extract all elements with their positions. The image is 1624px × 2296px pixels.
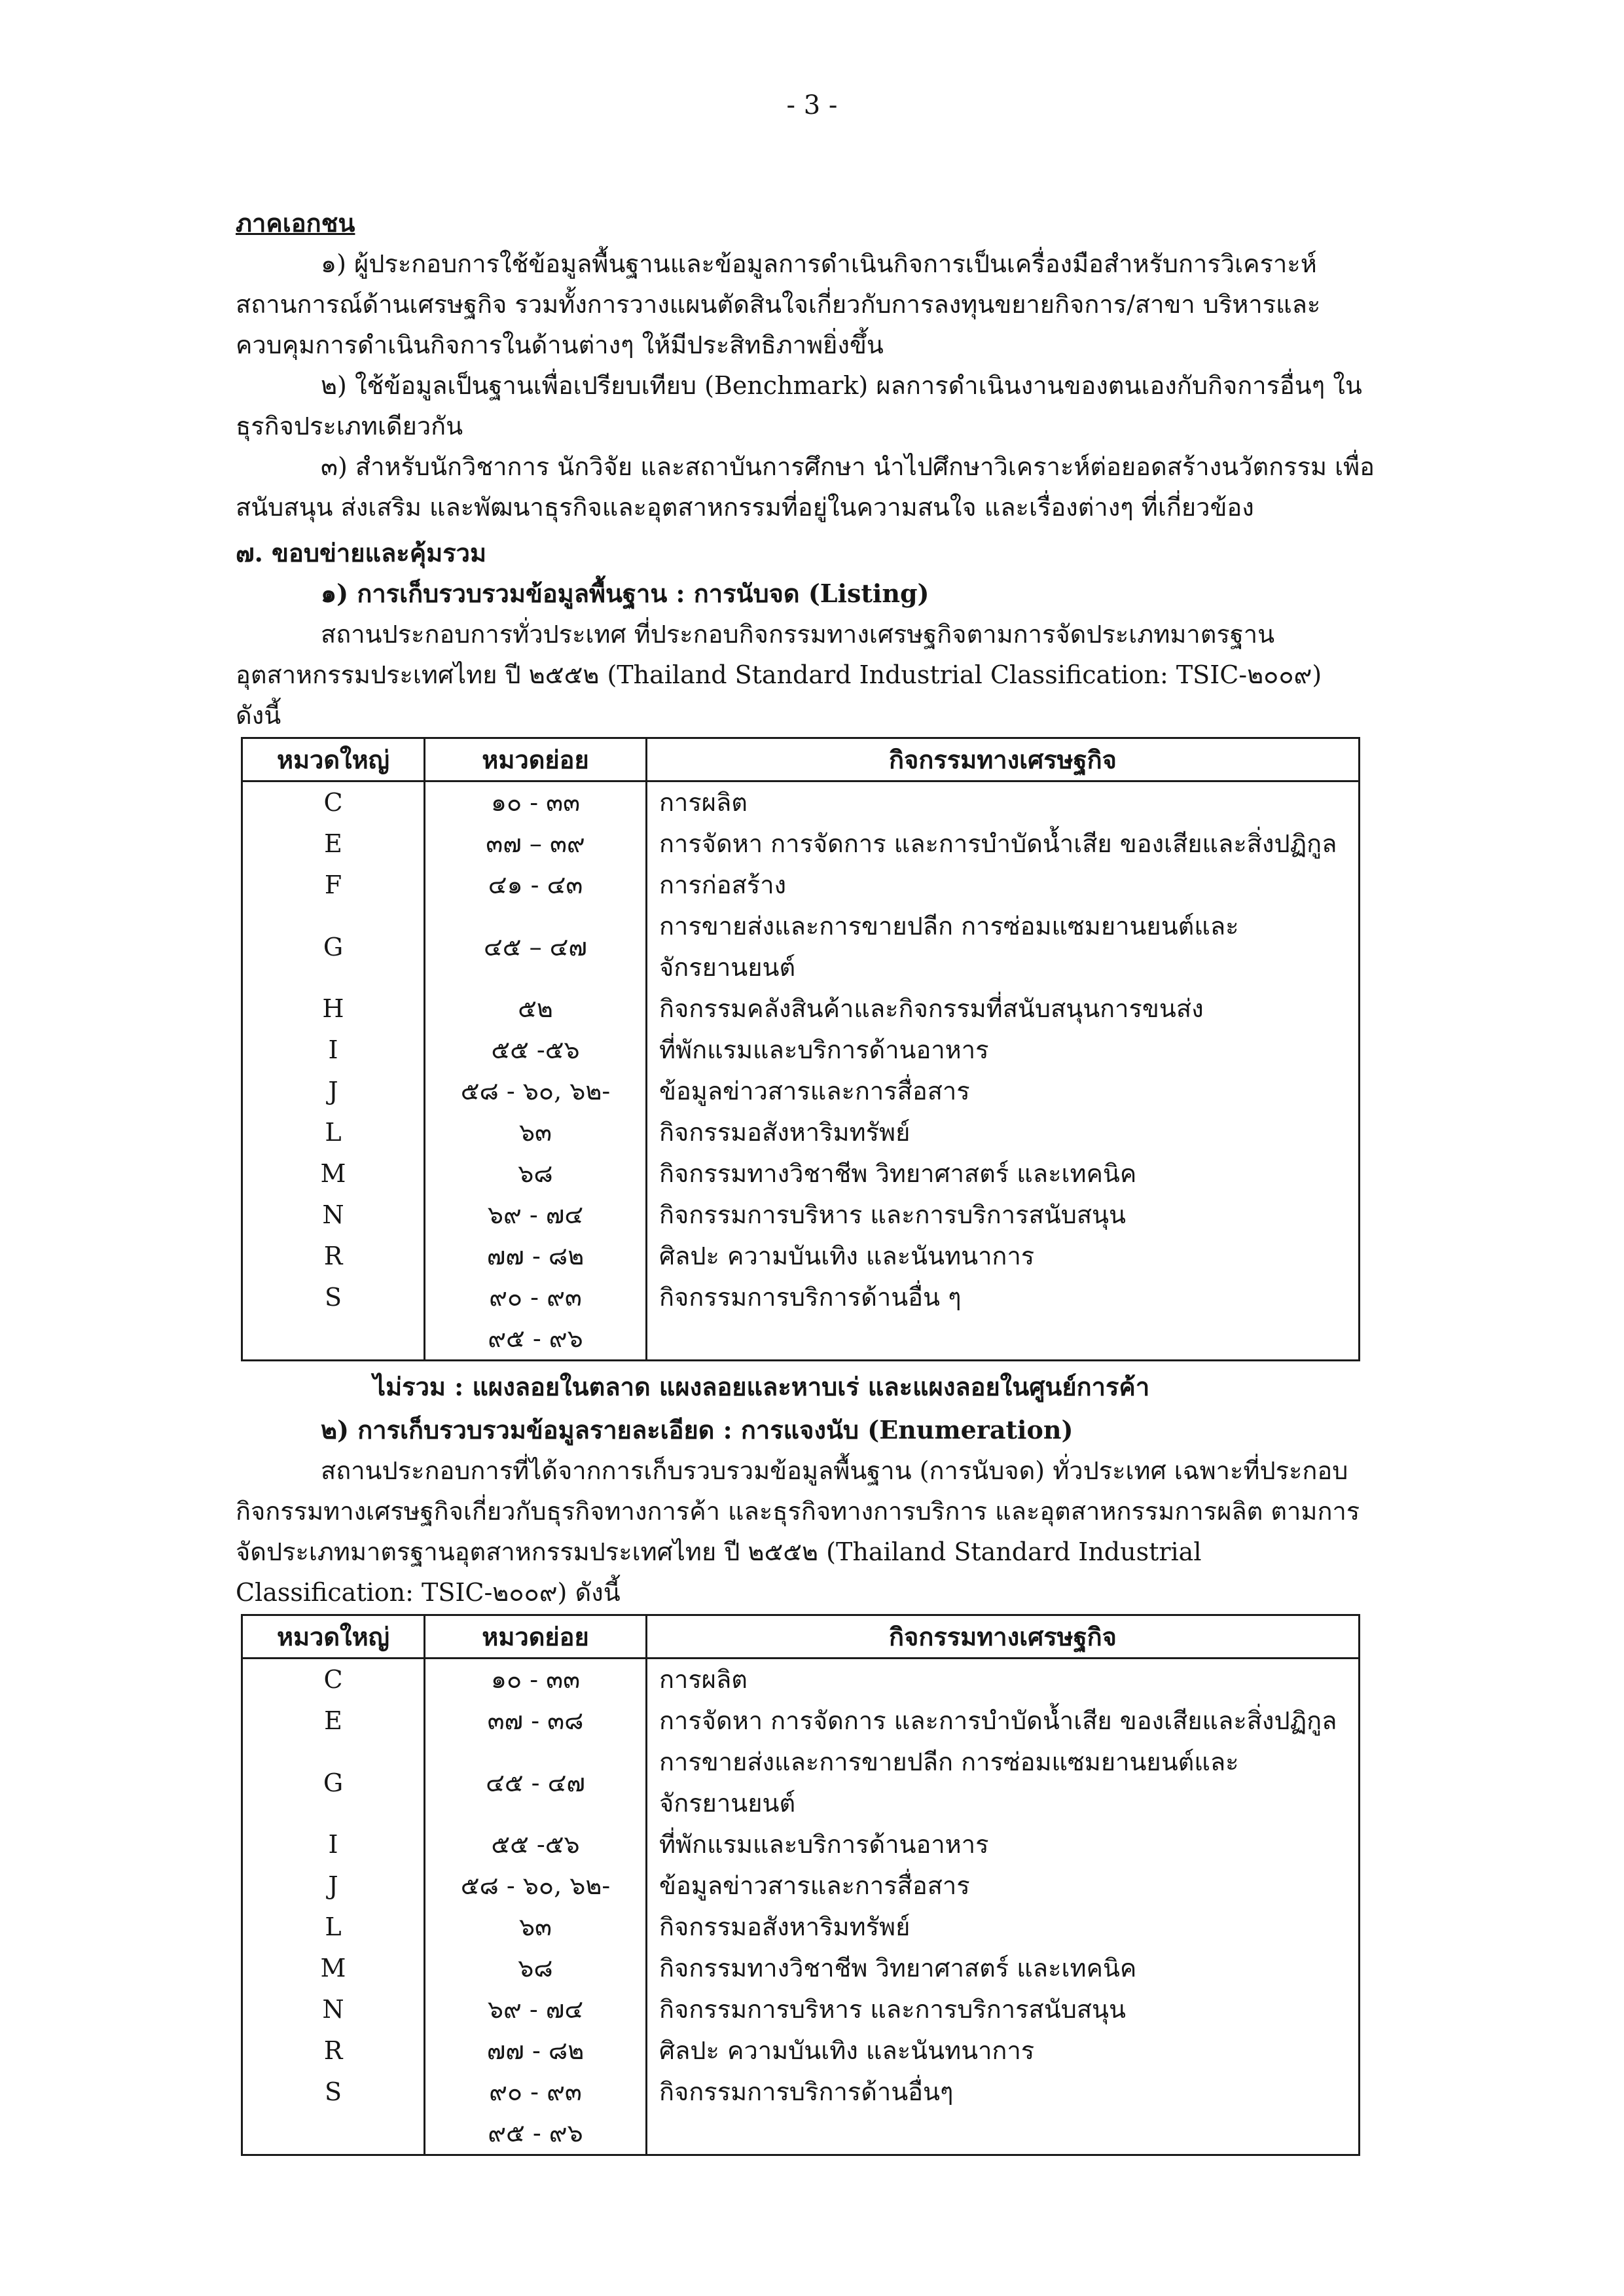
activity-cell: การจัดหา การจัดการ และการบำบัดน้ำเสีย ของเสียและสิ่งปฏิกูล [647, 1700, 1360, 1742]
major-code-cell: G [242, 906, 425, 988]
col-header-activity: กิจกรรมทางเศรษฐกิจ [647, 1615, 1360, 1659]
major-code-cell: N [242, 1194, 425, 1236]
table-row [242, 823, 1360, 865]
minor-code-cell: ๓๗ – ๓๙ [425, 823, 647, 865]
table-row [242, 1194, 1360, 1236]
major-code-cell: L [242, 1112, 425, 1153]
major-code-cell: G [242, 1742, 425, 1824]
activity-cell: กิจกรรมการบริหาร และการบริการสนับสนุน [647, 1194, 1360, 1236]
table-row [242, 2072, 1360, 2113]
minor-code-cell: ๖๓ [425, 1112, 647, 1153]
table-row [242, 1277, 1360, 1318]
col-header-minor: หมวดย่อย [425, 738, 647, 781]
table-row [242, 2113, 1360, 2155]
minor-code-cell: ๕๕ -๕๖ [425, 1824, 647, 1865]
activity-cell: ศิลปะ ความบันเทิง และนันทนาการ [647, 1236, 1360, 1277]
table-row [242, 865, 1360, 906]
activity-cell: กิจกรรมการบริหาร และการบริการสนับสนุน [647, 1989, 1360, 2030]
major-code-cell: M [242, 1948, 425, 1989]
major-code-cell: S [242, 1277, 425, 1318]
minor-code-cell: ๔๕ – ๔๗ [425, 906, 647, 988]
minor-code-cell: ๔๕ - ๔๗ [425, 1742, 647, 1824]
minor-code-cell: ๕๒ [425, 988, 647, 1030]
minor-code-cell: ๕๘ - ๖๐, ๖๒- [425, 1865, 647, 1907]
table-header-row [242, 1615, 1360, 1659]
enumeration-intro: สถานประกอบการที่ได้จากการเก็บรวบรวมข้อมูลพื้นฐาน (การนับจด) ทั่วประเทศ เฉพาะที่ประกอบกิจกรรมทางเศรษฐกิจเกี่ยวกับธุรกิจทางการค้า และธุรกิจทางการบริการ และอุตสาหกรรมการผลิต ตามการจัดประเภทมาตรฐานอุตสาหกรรมประเทศไทย ปี ๒๕๕๒ (Thailand Standard Industrial Classification: TSIC-๒๐๐๙) ดังนี้ [236, 1456, 1360, 1607]
table-row [242, 1236, 1360, 1277]
activity-cell: กิจกรรมคลังสินค้าและกิจกรรมที่สนับสนุนการขนส่ง [647, 988, 1360, 1030]
table-row [242, 1318, 1360, 1361]
table-row [242, 906, 1360, 988]
minor-code-cell: ๙๕ - ๙๖ [425, 2113, 647, 2155]
table-row [242, 1948, 1360, 1989]
page-number: - 3 - [786, 90, 838, 120]
minor-code-cell: ๙๐ - ๙๓ [425, 1277, 647, 1318]
minor-code-cell: ๗๗ - ๘๒ [425, 1236, 647, 1277]
document-body [236, 203, 1375, 2161]
activity-cell [647, 2113, 1360, 2155]
enumeration-table [241, 1614, 1360, 2156]
table-row [242, 1659, 1360, 1701]
col-header-activity: กิจกรรมทางเศรษฐกิจ [647, 738, 1360, 781]
listing-intro: สถานประกอบการทั่วประเทศ ที่ประกอบกิจกรรมทางเศรษฐกิจตามการจัดประเภทมาตรฐานอุตสาหกรรมประเทศไทย ปี ๒๕๕๒ (Thailand Standard Industrial Classification: TSIC-๒๐๐๙) ดังนี้ [236, 620, 1322, 730]
activity-cell: ข้อมูลข่าวสารและการสื่อสาร [647, 1865, 1360, 1907]
activity-cell: ข้อมูลข่าวสารและการสื่อสาร [647, 1071, 1360, 1112]
major-code-cell [242, 2113, 425, 2155]
major-code-cell: R [242, 2030, 425, 2072]
activity-cell: การขายส่งและการขายปลีก การซ่อมแซมยานยนต์และจักรยานยนต์ [647, 1742, 1360, 1824]
col-header-minor: หมวดย่อย [425, 1615, 647, 1659]
minor-code-cell: ๑๐ - ๓๓ [425, 1659, 647, 1701]
table-row [242, 781, 1360, 824]
private-sector-item: ๓) สำหรับนักวิชาการ นักวิจัย และสถาบันการศึกษา นำไปศึกษาวิเคราะห์ต่อยอดสร้างนวัตกรรม เพื่อสนับสนุน ส่งเสริม และพัฒนาธุรกิจและอุตสาหกรรมที่อยู่ในความสนใจ และเรื่องต่างๆ ที่เกี่ยวข้อง [236, 452, 1375, 522]
activity-cell: การผลิต [647, 1659, 1360, 1701]
activity-cell [647, 1318, 1360, 1361]
listing-heading: ๑) การเก็บรวบรวมข้อมูลพื้นฐาน : การนับจด (Listing) [321, 579, 929, 608]
major-code-cell: L [242, 1907, 425, 1948]
minor-code-cell: ๑๐ - ๓๓ [425, 781, 647, 824]
table-row [242, 1824, 1360, 1865]
listing-table-body [242, 781, 1360, 1361]
table-row [242, 1989, 1360, 2030]
private-sector-heading: ภาคเอกชน [236, 208, 355, 238]
major-code-cell: R [242, 1236, 425, 1277]
major-code-cell: H [242, 988, 425, 1030]
minor-code-cell: ๙๐ - ๙๓ [425, 2072, 647, 2113]
activity-cell: กิจกรรมการบริการด้านอื่นๆ [647, 2072, 1360, 2113]
listing-table [241, 737, 1360, 1361]
minor-code-cell: ๓๗ - ๓๘ [425, 1700, 647, 1742]
major-code-cell: F [242, 865, 425, 906]
activity-cell: กิจกรรมทางวิชาชีพ วิทยาศาสตร์ และเทคนิค [647, 1948, 1360, 1989]
minor-code-cell: ๖๘ [425, 1153, 647, 1194]
activity-cell: การจัดหา การจัดการ และการบำบัดน้ำเสีย ของเสียและสิ่งปฏิกูล [647, 823, 1360, 865]
col-header-major: หมวดใหญ่ [242, 738, 425, 781]
major-code-cell: C [242, 1659, 425, 1701]
table-row [242, 1865, 1360, 1907]
major-code-cell: J [242, 1865, 425, 1907]
activity-cell: กิจกรรมอสังหาริมทรัพย์ [647, 1907, 1360, 1948]
major-code-cell: M [242, 1153, 425, 1194]
enumeration-table-body [242, 1659, 1360, 2155]
activity-cell: ที่พักแรมและบริการด้านอาหาร [647, 1030, 1360, 1071]
minor-code-cell: ๖๓ [425, 1907, 647, 1948]
major-code-cell: S [242, 2072, 425, 2113]
col-header-major: หมวดใหญ่ [242, 1615, 425, 1659]
private-sector-item: ๒) ใช้ข้อมูลเป็นฐานเพื่อเปรียบเทียบ (Benchmark) ผลการดำเนินงานของตนเองกับกิจการอื่นๆ ในธุรกิจประเภทเดียวกัน [236, 371, 1362, 440]
enumeration-heading: ๒) การเก็บรวบรวมข้อมูลรายละเอียด : การแจงนับ (Enumeration) [321, 1415, 1074, 1444]
table-row [242, 1112, 1360, 1153]
minor-code-cell: ๖๘ [425, 1948, 647, 1989]
table-row [242, 1030, 1360, 1071]
listing-exclusion: ไม่รวม : แผงลอยในตลาด แผงลอยและหาบเร่ และแผงลอยในศูนย์การค้า [373, 1372, 1150, 1401]
table-row [242, 988, 1360, 1030]
minor-code-cell: ๗๗ - ๘๒ [425, 2030, 647, 2072]
major-code-cell [242, 1318, 425, 1361]
major-code-cell: C [242, 781, 425, 824]
table-row [242, 2030, 1360, 2072]
minor-code-cell: ๔๑ - ๔๓ [425, 865, 647, 906]
table-row [242, 1907, 1360, 1948]
minor-code-cell: ๕๕ -๕๖ [425, 1030, 647, 1071]
activity-cell: การก่อสร้าง [647, 865, 1360, 906]
major-code-cell: I [242, 1824, 425, 1865]
major-code-cell: E [242, 823, 425, 865]
major-code-cell: N [242, 1989, 425, 2030]
activity-cell: การผลิต [647, 781, 1360, 824]
scope-heading: ๗. ขอบข่ายและคุ้มรวม [236, 538, 486, 567]
activity-cell: กิจกรรมอสังหาริมทรัพย์ [647, 1112, 1360, 1153]
minor-code-cell: ๕๘ - ๖๐, ๖๒- [425, 1071, 647, 1112]
activity-cell: กิจกรรมทางวิชาชีพ วิทยาศาสตร์ และเทคนิค [647, 1153, 1360, 1194]
major-code-cell: J [242, 1071, 425, 1112]
table-row [242, 1153, 1360, 1194]
table-row [242, 1742, 1360, 1824]
activity-cell: กิจกรรมการบริการด้านอื่น ๆ [647, 1277, 1360, 1318]
major-code-cell: I [242, 1030, 425, 1071]
private-sector-item: ๑) ผู้ประกอบการใช้ข้อมูลพื้นฐานและข้อมูลการดำเนินกิจการเป็นเครื่องมือสำหรับการวิเคราะห์สถานการณ์ด้านเศรษฐกิจ รวมทั้งการวางแผนตัดสินใจเกี่ยวกับการลงทุนขยายกิจการ/สาขา บริหารและควบคุมการดำเนินกิจการในด้านต่างๆ ให้มีประสิทธิภาพยิ่งขึ้น [236, 249, 1321, 359]
minor-code-cell: ๖๙ - ๗๔ [425, 1989, 647, 2030]
table-header-row [242, 738, 1360, 781]
activity-cell: ที่พักแรมและบริการด้านอาหาร [647, 1824, 1360, 1865]
table-row [242, 1700, 1360, 1742]
minor-code-cell: ๙๕ - ๙๖ [425, 1318, 647, 1361]
minor-code-cell: ๖๙ - ๗๔ [425, 1194, 647, 1236]
major-code-cell: E [242, 1700, 425, 1742]
activity-cell: การขายส่งและการขายปลีก การซ่อมแซมยานยนต์และจักรยานยนต์ [647, 906, 1360, 988]
table-row [242, 1071, 1360, 1112]
activity-cell: ศิลปะ ความบันเทิง และนันทนาการ [647, 2030, 1360, 2072]
